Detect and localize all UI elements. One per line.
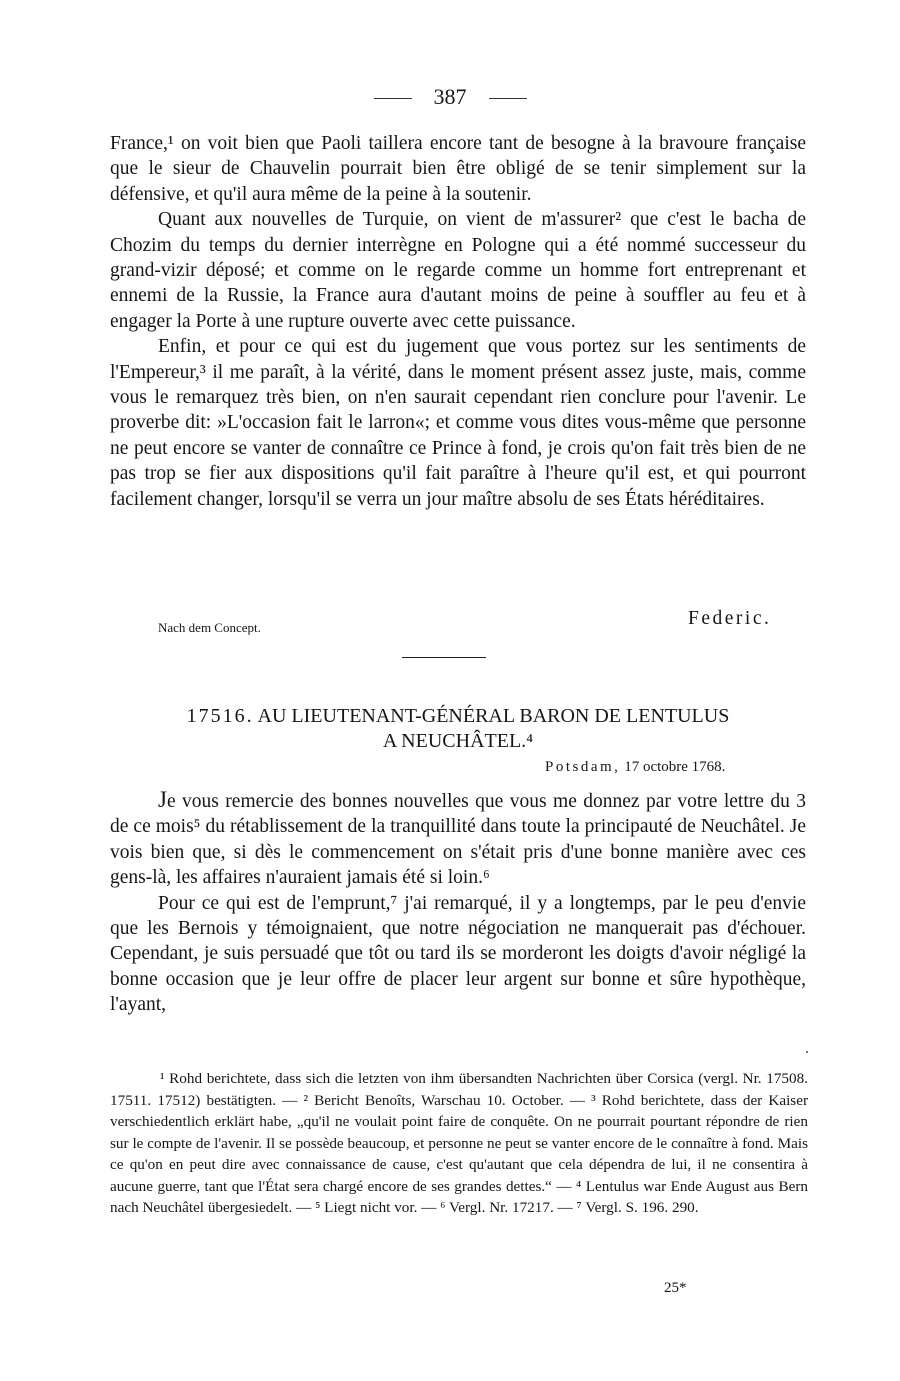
footnotes-text: ¹ Rohd berichtete, dass sich die letzten von ihm übersandten Nachrichten über Corsica (vergl. Nr. 17508. 17511. 17512) bestätigten. — ² Bericht Benoîts, Warschau 10. October. — ³ Rohd berichtete, dass der Kaiser verschiedentlich erklärt habe, „qu'il ne voulait point faire de conquête. On ne pourrait pourtant répondre de rien sur le compte de l'avenir. Il se possède beaucoup, et personne ne peut se vanter encore de le connaître à fond. Mais ce qu'on en peut dire avec connaissance de cause, c'est qu'autant que cela dépendra de lui, il ne consentira à aucune guerre, tant que l'État sera chargé encore de ses grandes dettes.“ — ⁴ Lentulus war Ende August aus Bern nach Neuchâtel übergesiedelt. — ⁵ Liegt nicht vor. — ⁶ Vergl. Nr. 17217. — ⁷ Vergl. S. 196. 290.	[110, 1070, 808, 1216]
running-header	[0, 84, 900, 110]
paragraph-thanks	[110, 787, 806, 891]
paragraph-loan: Pour ce qui est de l'emprunt,⁷ j'ai remarqué, il y a longtemps, par le peu d'envie que les Bernois y témoignaient, que notre négociation ne manquerait pas d'échouer. Cependant, je suis persuadé que tôt ou tard ils se morderont les doigts d'avoir négligé la bonne occasion que je leur offre de placer leur argent sur bonne et sûre hypothèque, l'ayant,	[110, 892, 806, 1016]
header-rule-left	[374, 98, 412, 99]
paragraph-turkey: Quant aux nouvelles de Turquie, on vient de m'assurer² que c'est le bacha de Chozim du temps du dernier interrègne en Pologne qui a été nommé successeur du grand-vizir déposé; et comme on le regarde comme un homme fort entreprenant et ennemi de la Russie, la France aura d'autant moins de peine à souffler au feu et à engager la Porte à une rupture ouverte avec cette puissance.	[110, 209, 806, 332]
paragraph-thanks-text: e vous remercie des bonnes nouvelles que vous me donnez par votre lettre du 3 de ce mois⁵ du rétablissement de la tranquillité dans toute la principauté de Neuchâtel. Je vois bien que, si dès le commencement on s'était pris d'une bonne manière avec ces gens-là, les affaires n'auraient jamais été si loin.⁶	[110, 791, 806, 889]
letter-addressee: AU LIEUTENANT-GÉNÉRAL BARON DE LENTULUS	[257, 705, 730, 727]
letter-number: 17516.	[186, 705, 254, 727]
section-divider	[402, 657, 486, 658]
letter-heading	[110, 704, 806, 754]
header-rule-right	[489, 98, 527, 99]
printer-signature-mark: 25*	[664, 1280, 687, 1296]
previous-letter-text	[110, 131, 806, 512]
initial-letter: J	[158, 787, 167, 812]
footnotes	[110, 1068, 808, 1219]
date-place: Potsdam,	[545, 759, 621, 775]
dateline	[545, 759, 725, 776]
page-number: 387	[433, 84, 467, 109]
paragraph-emperor: Enfin, et pour ce qui est du jugement que vous portez sur les sentiments de l'Empereur,³ il me paraît, à la vérité, dans le moment présent assez juste, mais, comme vous le remarquez très bien, on n'en saurait cependant rien conclure pour l'avenir. Le proverbe dit: »L'occasion fait le larron«; et comme vous dites vous-même que personne ne peut encore se vanter de connaître ce Prince à fond, je crois qu'on fait très bien de ne pas trop se fier aux dispositions qu'il fait paraître à l'heure qu'il est, et qui pourront facilement changer, lorsqu'il se verra un jour maître absolu de ses États héréditaires.	[110, 336, 806, 510]
paragraph-corsica: France,¹ on voit bien que Paoli taillera encore tant de besogne à la bravoure française que le sieur de Chauvelin pourrait bien être obligé de se tenir simplement sur la défensive, et qu'il aura même de la peine à la soutenir.	[110, 133, 806, 205]
source-note: Nach dem Concept.	[158, 620, 261, 635]
letter-heading-line1	[110, 704, 806, 729]
footnote-marker-dot	[806, 1051, 808, 1053]
date: 17 octobre 1768.	[624, 759, 726, 775]
letter-text	[110, 787, 806, 1018]
signature: Federic.	[688, 608, 772, 629]
letter-destination: A NEUCHÂTEL.⁴	[382, 730, 534, 752]
